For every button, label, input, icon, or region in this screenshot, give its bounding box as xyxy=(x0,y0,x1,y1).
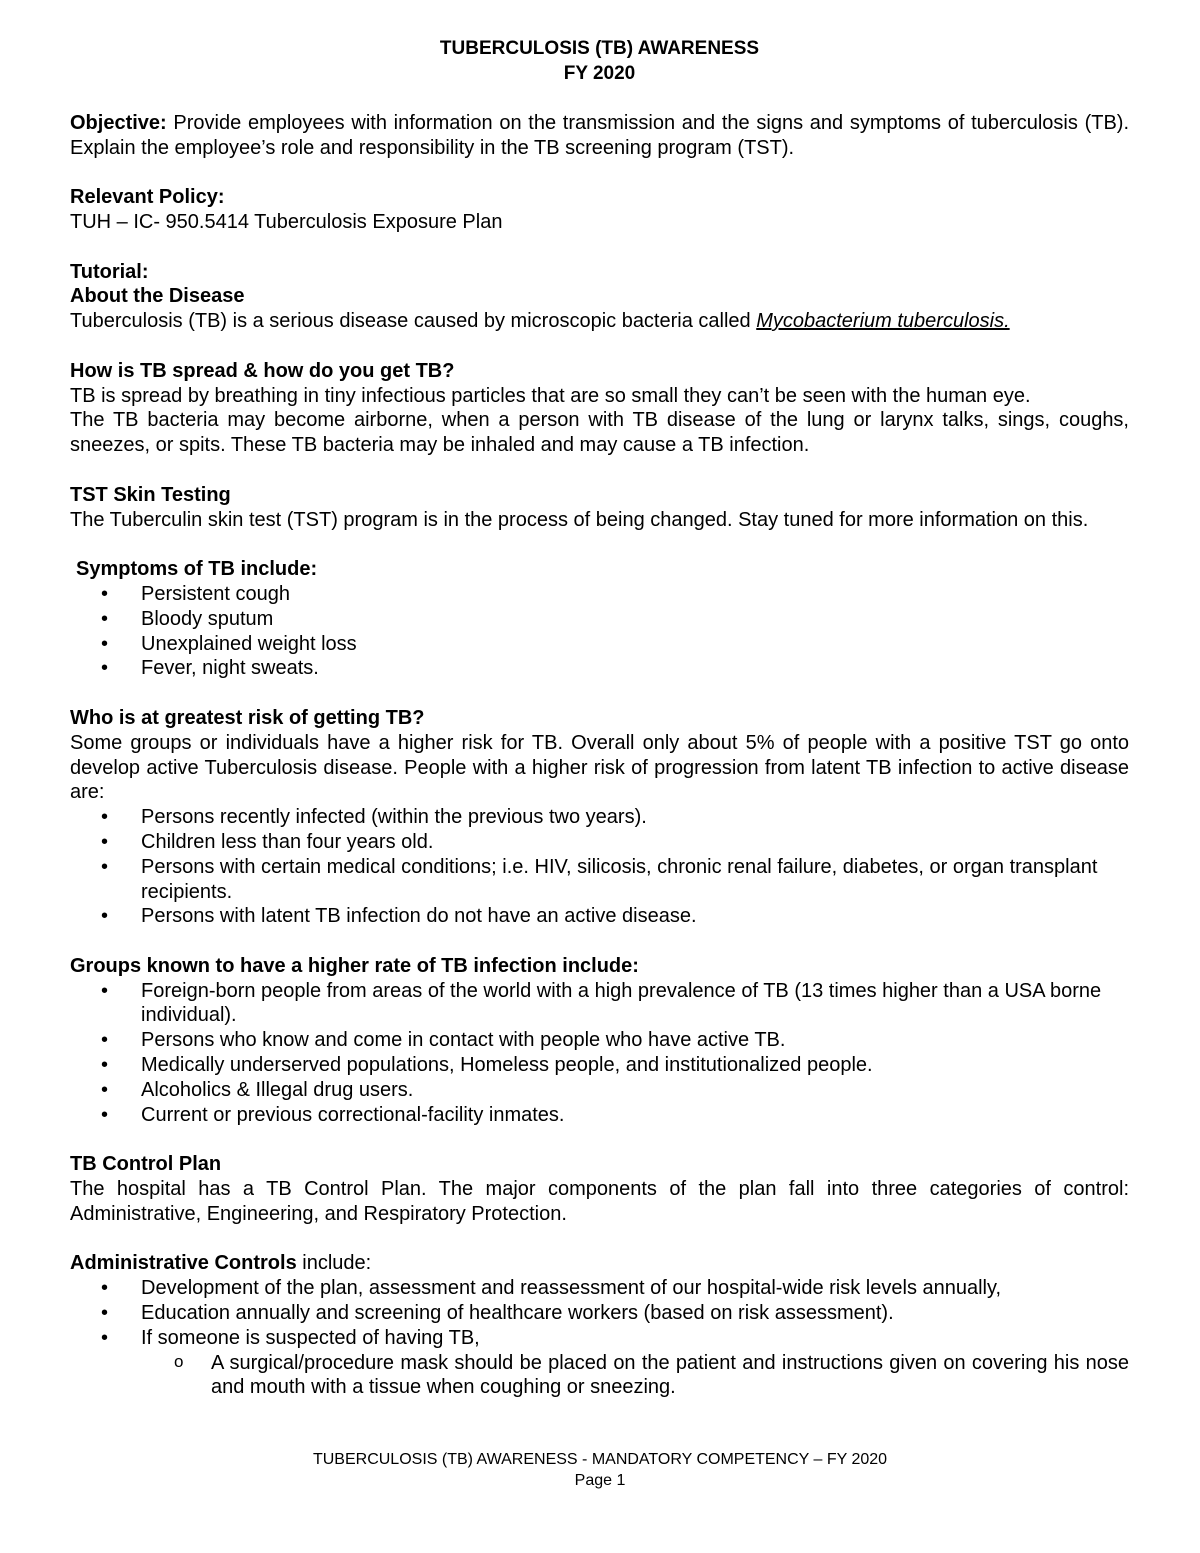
risk-heading: Who is at greatest risk of getting TB? xyxy=(70,706,425,729)
groups-list xyxy=(70,979,1129,1128)
about-paragraph xyxy=(70,309,1129,334)
objective-text: Provide employees with information on the transmission and the signs and symptoms of tuberculosis (TB). Explain the employee’s role and responsibility in the TB screening program (TST). xyxy=(70,111,1129,159)
spread-line1: TB is spread by breathing in tiny infectious particles that are so small they can’t be seen with the human eye. xyxy=(70,384,1031,407)
tutorial-label: Tutorial: xyxy=(70,260,149,283)
admin-controls-heading-line xyxy=(70,1251,1129,1276)
page-footer xyxy=(0,1449,1200,1491)
list-item: • Alcoholics & Illegal drug users. xyxy=(70,1078,1129,1103)
objective-paragraph xyxy=(70,111,1129,161)
list-item: • Children less than four years old. xyxy=(70,830,1129,855)
list-item: • Persons with certain medical conditions; i.e. HIV, silicosis, chronic renal failure, diabetes, or organ transplant recipients. xyxy=(70,855,1129,905)
page-number: Page 1 xyxy=(574,1472,626,1489)
policy-label: Relevant Policy: xyxy=(70,186,225,209)
document-page xyxy=(70,36,1129,1400)
control-plan-heading: TB Control Plan xyxy=(70,1153,222,1176)
footer-title: TUBERCULOSIS (TB) AWARENESS - MANDATORY COMPETENCY – FY 2020 xyxy=(312,1451,888,1468)
list-item: • Development of the plan, assessment and reassessment of our hospital-wide risk levels annually, xyxy=(70,1276,1129,1301)
admin-controls-heading: Administrative Controls xyxy=(70,1252,297,1275)
document-title: TUBERCULOSIS (TB) AWARENESS xyxy=(439,38,760,59)
admin-controls-list xyxy=(70,1276,1129,1400)
sub-list-item: o A surgical/procedure mask should be placed on the patient and instructions given on covering his nose and mouth with a tissue when coughing or sneezing. xyxy=(70,1351,1129,1401)
list-item: • Current or previous correctional-facility inmates. xyxy=(70,1103,1129,1128)
control-plan-text: The hospital has a TB Control Plan. The major components of the plan fall into three categories of control: Administrative, Engineering, and Respiratory Protection. xyxy=(70,1178,1129,1225)
list-item xyxy=(70,1326,1129,1400)
risk-text: Some groups or individuals have a higher risk for TB. Overall only about 5% of people with a positive TST go onto develop active Tuberculosis disease. People with a higher risk of progression from latent TB infection to active disease are: xyxy=(70,731,1129,804)
list-item: • Foreign-born people from areas of the world with a high prevalence of TB (13 times higher than a USA borne individual). xyxy=(70,979,1129,1029)
spread-text: The TB bacteria may become airborne, when a person with TB disease of the lung or larynx talks, sings, coughs, sneezes, or spits. These TB bacteria may be inhaled and may cause a TB infection. xyxy=(70,409,1129,457)
symptoms-list xyxy=(70,582,1129,681)
document-subtitle: FY 2020 xyxy=(563,63,636,84)
symptoms-heading: Symptoms of TB include: xyxy=(76,558,318,581)
tst-heading: TST Skin Testing xyxy=(70,483,231,506)
list-item: • Persistent cough xyxy=(70,582,1129,607)
list-item: • Persons who know and come in contact with people who have active TB. xyxy=(70,1028,1129,1053)
list-item: • Medically underserved populations, Homeless people, and institutionalized people. xyxy=(70,1053,1129,1078)
about-heading: About the Disease xyxy=(70,285,245,308)
list-item: • Unexplained weight loss xyxy=(70,632,1129,657)
admin-controls-heading-suffix: include: xyxy=(296,1252,372,1275)
about-text: Tuberculosis (TB) is a serious disease caused by microscopic bacteria called xyxy=(70,310,757,333)
list-item: • Bloody sputum xyxy=(70,607,1129,632)
spread-heading: How is TB spread & how do you get TB? xyxy=(70,359,455,382)
list-item: • Persons recently infected (within the previous two years). xyxy=(70,805,1129,830)
groups-heading: Groups known to have a higher rate of TB infection include: xyxy=(70,954,639,977)
policy-text: TUH – IC- 950.5414 Tuberculosis Exposure Plan xyxy=(70,210,503,233)
list-item: • Persons with latent TB infection do not have an active disease. xyxy=(70,904,1129,929)
about-term: Mycobacterium tuberculosis. xyxy=(756,310,1010,333)
list-item-text: If someone is suspected of having TB, xyxy=(141,1326,480,1349)
risk-list xyxy=(70,805,1129,929)
admin-controls-sublist xyxy=(141,1351,1129,1401)
list-item: • Fever, night sweats. xyxy=(70,656,1129,681)
objective-label: Objective: xyxy=(70,111,167,134)
tst-text: The Tuberculin skin test (TST) program is in the process of being changed. Stay tuned for more information on this. xyxy=(70,508,1089,531)
list-item: • Education annually and screening of healthcare workers (based on risk assessment). xyxy=(70,1301,1129,1326)
